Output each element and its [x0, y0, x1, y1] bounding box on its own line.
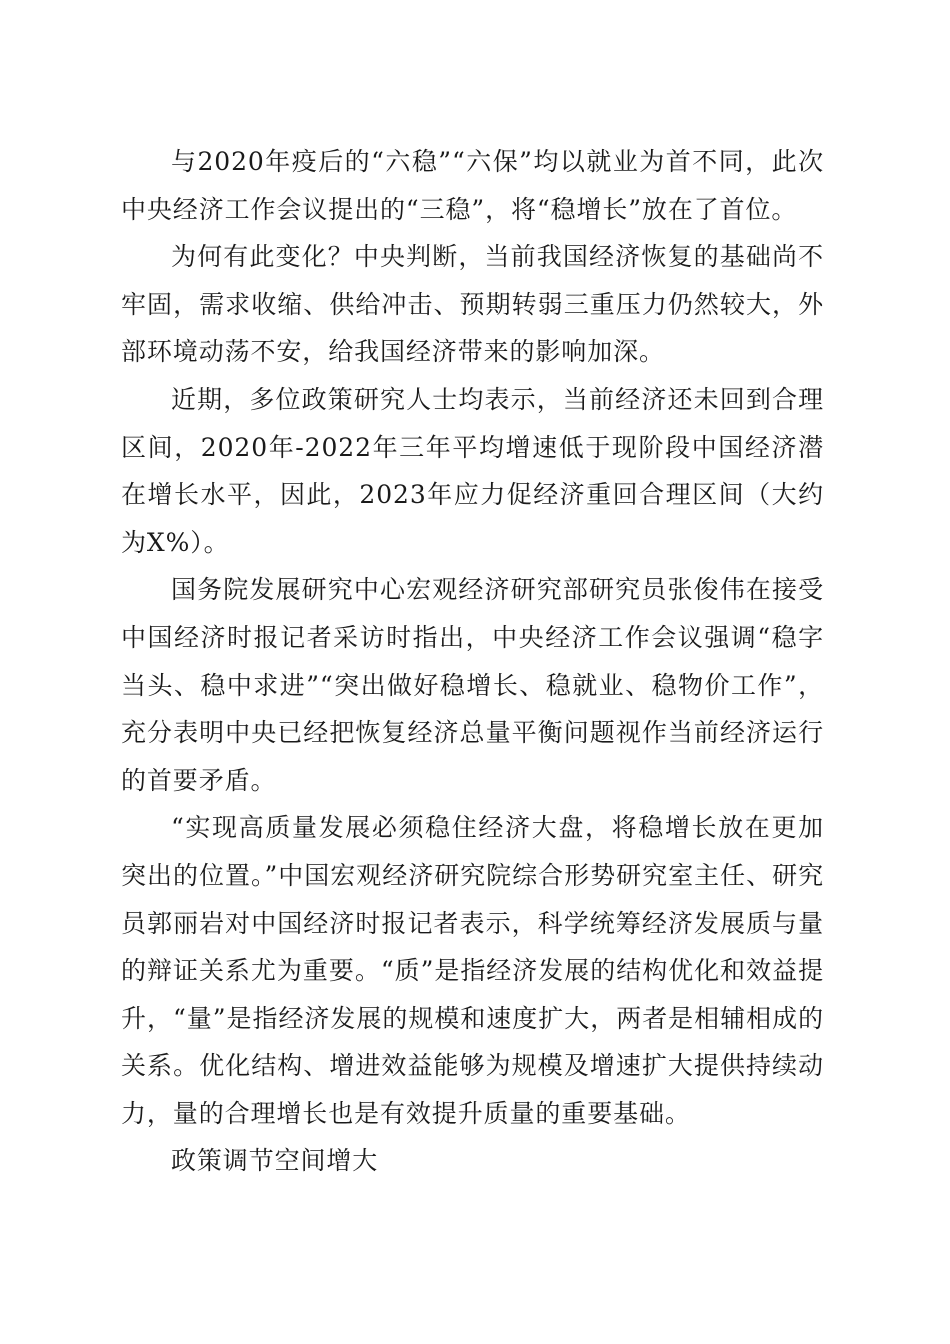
paragraph-growth-range: 近期，多位政策研究人士均表示，当前经济还未回到合理区间，2020年-2022年三年平均增速低于现阶段中国经济潜在增长水平，因此，2023年应力促经济重回合理区间（大约为X%）。: [121, 384, 824, 557]
paragraph-stability-priority: 与2020年疫后的“六稳”“六保”均以就业为首不同，此次中央经济工作会议提出的“三稳”，将“稳增长”放在了首位。: [121, 147, 824, 224]
paragraph-guo-liyan-quote: “实现高质量发展必须稳住经济大盘，将稳增长放在更加突出的位置。”中国宏观经济研究院综合形势研究室主任、研究员郭丽岩对中国经济时报记者表示，科学统筹经济发展质与量的辩证关系尤为重要。“质”是指经济发展的结构优化和效益提升，“量”是指经济发展的规模和速度扩大，两者是相辅相成的关系。优化结构、增进效益能够为规模及增速扩大提供持续动力，量的合理增长也是有效提升质量的重要基础。: [121, 813, 824, 1128]
section-subheading: 政策调节空间增大: [171, 1146, 379, 1176]
paragraph-zhang-junwei-quote: 国务院发展研究中心宏观经济研究部研究员张俊伟在接受中国经济时报记者采访时指出，中央经济工作会议强调“稳字当头、稳中求进”“突出做好稳增长、稳就业、稳物价工作”，充分表明中央已经把恢复经济总量平衡问题视作当前经济运行的首要矛盾。: [121, 575, 824, 795]
document-body: [121, 138, 824, 1185]
paragraph-reason-for-change: 为何有此变化？中央判断，当前我国经济恢复的基础尚不牢固，需求收缩、供给冲击、预期转弱三重压力仍然较大，外部环境动荡不安，给我国经济带来的影响加深。: [121, 242, 824, 367]
